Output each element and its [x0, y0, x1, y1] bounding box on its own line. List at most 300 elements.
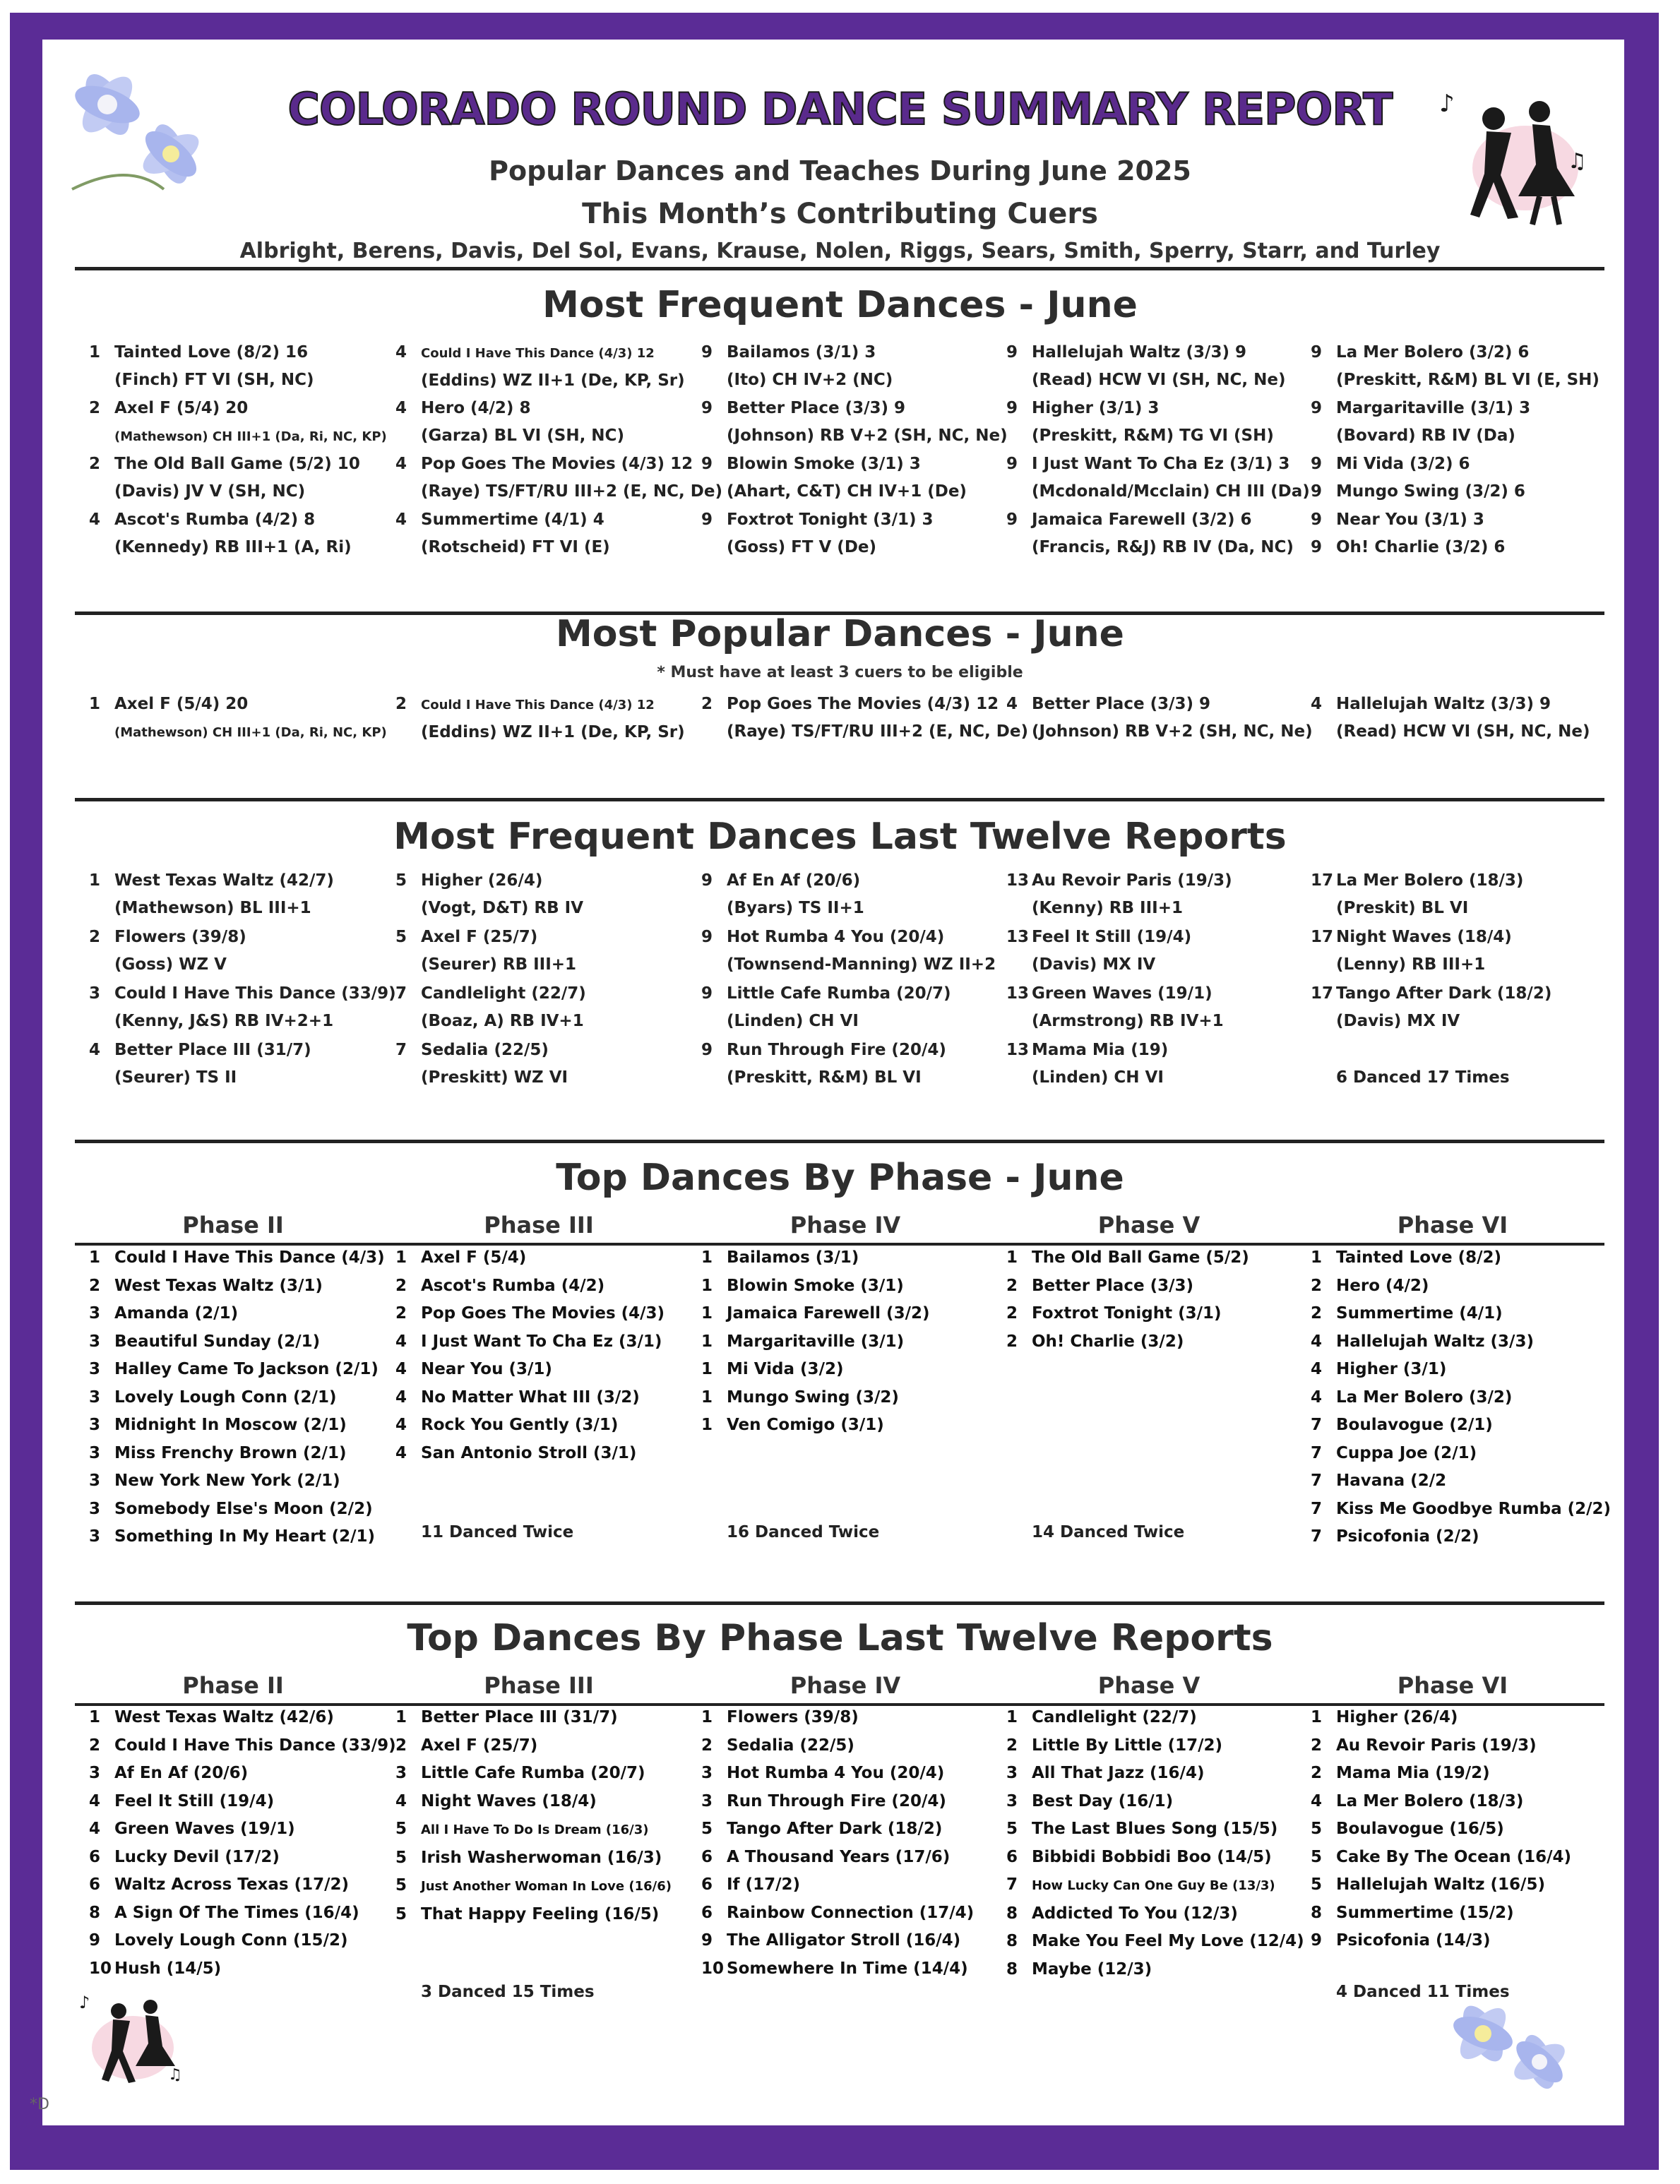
dance-name: Best Day (16/1): [1032, 1791, 1174, 1810]
dance-detail-text: (Preskit) BL VI: [1336, 899, 1469, 917]
rank: 3: [89, 1304, 101, 1323]
dance-name: Hush (14/5): [114, 1959, 222, 1978]
dance-line: [1311, 1037, 1510, 1064]
dance-entry: [395, 867, 583, 922]
dance-name: The Alligator Stroll (16/4): [727, 1931, 961, 1950]
dance-entry: [701, 924, 996, 979]
rank: 3: [701, 1791, 713, 1810]
phase-list: [89, 1704, 396, 1983]
dance-name: San Antonio Stroll (3/1): [421, 1443, 637, 1462]
dance-detail: [1311, 1064, 1510, 1092]
rank: 2: [89, 455, 101, 473]
dance-name: Could I Have This Dance (33/9): [114, 1736, 396, 1755]
dance-detail: [89, 951, 246, 979]
rank: 1: [89, 695, 101, 713]
header-divider: [75, 267, 1604, 270]
rank: 6: [1006, 1847, 1018, 1866]
dance-detail-text: (Kennedy) RB III+1 (A, Ri): [114, 538, 352, 556]
phase-row: [1311, 1272, 1611, 1301]
dance-name: Higher (26/4): [421, 871, 543, 890]
dance-detail: [1311, 895, 1523, 922]
dance-entry: [395, 1037, 568, 1092]
rank: 2: [1311, 1764, 1323, 1782]
dance-line: [1311, 450, 1525, 478]
phase-footnote: 16 Danced Twice: [727, 1523, 880, 1541]
dance-line: [395, 506, 610, 534]
dance-name: Bailamos (3/1): [727, 1248, 859, 1267]
phase-row: [701, 1732, 974, 1760]
phase-row: [1006, 1900, 1304, 1928]
phase-row: [701, 1244, 930, 1272]
rank: 9: [701, 871, 713, 890]
rank: 2: [701, 695, 713, 713]
dance-name: Axel F (25/7): [421, 928, 538, 946]
phase-row: [701, 1384, 930, 1412]
dance-name: Irish Washerwoman (16/3): [421, 1848, 662, 1867]
rank: 2: [1006, 1736, 1018, 1755]
dance-detail: [701, 422, 1008, 450]
rank: 3: [1006, 1791, 1018, 1810]
rank: 9: [1006, 455, 1018, 473]
rank: 4: [89, 1791, 101, 1810]
dance-entry: [701, 506, 934, 561]
dance-line: [395, 450, 722, 478]
section-title-phase-june: Top Dances By Phase - June: [556, 1157, 1124, 1199]
dance-detail-text: (Raye) TS/FT/RU III+2 (E, NC, De): [421, 482, 722, 501]
rank: 5: [1311, 1820, 1323, 1838]
dance-entry: [89, 339, 314, 394]
dance-name: Mungo Swing (3/2) 6: [1336, 482, 1525, 501]
dance-name: Feel It Still (19/4): [1032, 928, 1192, 946]
dance-name: Oh! Charlie (3/2) 6: [1336, 538, 1506, 556]
phase-footnote: 11 Danced Twice: [421, 1523, 574, 1541]
rank: 6: [701, 1875, 713, 1894]
dance-line: [395, 1037, 568, 1064]
phase-list: [701, 1244, 930, 1440]
phase-row: [1006, 1300, 1249, 1328]
dance-name: Tainted Love (8/2) 16: [114, 343, 309, 362]
phase-row: [89, 1272, 385, 1301]
dance-detail-text: (Bovard) RB IV (Da): [1336, 426, 1515, 445]
dance-detail-text: (Finch) FT VI (SH, NC): [114, 371, 314, 389]
dance-detail-text: (Seurer) RB III+1: [421, 955, 577, 974]
phase-row: [1311, 1844, 1571, 1872]
dance-name: Hallelujah Waltz (16/5): [1336, 1875, 1545, 1894]
dance-name: Summertime (15/2): [1336, 1903, 1514, 1922]
dance-detail: [89, 534, 352, 561]
dance-name: Midnight In Moscow (2/1): [114, 1416, 347, 1434]
phase-row: [395, 1788, 672, 1816]
dance-detail: [395, 422, 624, 450]
phase-row: [395, 1815, 672, 1844]
dance-name: Bibbidi Bobbidi Boo (14/5): [1032, 1847, 1272, 1866]
rank: 1: [701, 1360, 713, 1378]
dance-name: Mi Vida (3/2) 6: [1336, 455, 1470, 473]
eligibility-note: * Must have at least 3 cuers to be eligible: [657, 664, 1023, 681]
dance-name: All I Have To Do Is Dream (16/3): [421, 1822, 649, 1837]
dance-detail-text: (Read) HCW VI (SH, NC, Ne): [1032, 371, 1286, 389]
dance-entry: [89, 980, 396, 1035]
rank: 4: [395, 1388, 407, 1407]
phase-row: [1311, 1356, 1611, 1384]
dance-name: Ascot's Rumba (4/2): [421, 1276, 605, 1295]
rank: 4: [395, 343, 407, 362]
rank: 3: [395, 1764, 407, 1782]
rank: 17: [1311, 928, 1334, 946]
rank: 4: [395, 399, 407, 417]
dance-detail-text: (Davis) JV V (SH, NC): [114, 482, 306, 501]
dance-line: [89, 450, 360, 478]
dance-name: Could I Have This Dance (4/3): [114, 1248, 385, 1267]
dance-line: [89, 506, 352, 534]
dance-name: All That Jazz (16/4): [1032, 1764, 1205, 1782]
phase-row: [1311, 1328, 1611, 1356]
rank: 4: [395, 1360, 407, 1378]
dance-name: Miss Frenchy Brown (2/1): [114, 1443, 347, 1462]
dance-line: [1006, 924, 1191, 951]
dance-detail-text: (Linden) CH VI: [1032, 1068, 1164, 1087]
rank: 8: [1006, 1959, 1018, 1979]
rank: 9: [1311, 482, 1323, 501]
rank: 5: [395, 1848, 407, 1867]
dance-detail: [701, 951, 996, 979]
dance-name: Mungo Swing (3/2): [727, 1388, 899, 1407]
dance-line: [89, 867, 334, 895]
svg-text:♫: ♫: [168, 2066, 182, 2084]
rank: 2: [89, 1736, 101, 1755]
rank: 4: [1006, 695, 1018, 713]
dance-line: [701, 691, 1028, 718]
dance-name: Au Revoir Paris (19/3): [1032, 871, 1232, 890]
dance-name: Lovely Lough Conn (15/2): [114, 1931, 348, 1950]
rank: 10: [701, 1959, 725, 1978]
dance-detail-text: (Townsend-Manning) WZ II+2: [727, 955, 996, 974]
phase-row: [89, 1496, 385, 1524]
dance-name: A Thousand Years (17/6): [727, 1847, 951, 1866]
section-title-popular-june: Most Popular Dances - June: [556, 613, 1124, 655]
dance-line: [701, 924, 996, 951]
rank: 4: [395, 455, 407, 473]
rank: 9: [1311, 399, 1323, 417]
rank: 2: [1311, 1304, 1323, 1323]
phase-row: [1006, 1244, 1249, 1272]
svg-text:♪: ♪: [1439, 90, 1455, 118]
dance-name: Axel F (5/4) 20: [114, 399, 249, 417]
dance-name: Better Place III (31/7): [114, 1041, 311, 1059]
dance-name: Better Place III (31/7): [421, 1708, 618, 1726]
section-divider: [75, 1601, 1604, 1605]
rank: 3: [89, 1527, 101, 1546]
dance-entry: [89, 867, 334, 922]
dance-line: [1311, 924, 1512, 951]
dance-detail: [1006, 951, 1191, 979]
phase-row: [89, 1467, 385, 1496]
dance-detail-text: (Boaz, A) RB IV+1: [421, 1012, 584, 1030]
dance-name: Candlelight (22/7): [1032, 1708, 1197, 1726]
popular-entry: [1311, 691, 1590, 746]
dance-line: [701, 980, 951, 1008]
rank: 9: [701, 1931, 713, 1950]
dance-line: [1006, 980, 1224, 1008]
rank: 5: [395, 871, 407, 890]
rank: 9: [701, 455, 713, 473]
dance-name: Little Cafe Rumba (20/7): [421, 1764, 645, 1782]
rank: 1: [701, 1708, 713, 1726]
rank: 1: [395, 1708, 407, 1726]
dance-name: Ascot's Rumba (4/2) 8: [114, 511, 316, 529]
rank: 13: [1006, 984, 1030, 1003]
dance-line: [1006, 691, 1313, 718]
dance-name: Hallelujah Waltz (3/3) 9: [1336, 695, 1551, 713]
dance-detail-text: (Johnson) RB V+2 (SH, NC, Ne): [727, 426, 1008, 445]
dance-line: [1311, 506, 1505, 534]
dance-detail-text: (Armstrong) RB IV+1: [1032, 1012, 1224, 1030]
dance-detail-text: (Mathewson) BL III+1: [114, 899, 311, 917]
section-title-phase-twelve: Top Dances By Phase Last Twelve Reports: [407, 1617, 1273, 1659]
rank: 1: [1006, 1248, 1018, 1267]
dance-entry: [1006, 450, 1310, 506]
dance-detail: [89, 422, 387, 450]
dance-name: West Texas Waltz (3/1): [114, 1276, 323, 1295]
dance-name: Ven Comigo (3/1): [727, 1416, 884, 1434]
phase-row: [1311, 1496, 1611, 1524]
phase-heading: Phase IV: [790, 1212, 901, 1239]
dance-line: [701, 1037, 946, 1064]
dance-name: Kiss Me Goodbye Rumba (2/2): [1336, 1499, 1612, 1518]
dance-name: Something In My Heart (2/1): [114, 1527, 375, 1546]
dance-name: Higher (3/1) 3: [1032, 399, 1160, 417]
rank: 5: [701, 1820, 713, 1838]
phase-row: [701, 1955, 974, 1983]
dance-name: Bailamos (3/1) 3: [727, 343, 876, 362]
rank: 8: [1311, 1903, 1323, 1922]
phase-row: [701, 1927, 974, 1955]
dance-detail-text: (Seurer) TS II: [114, 1068, 237, 1087]
dance-name: Hero (4/2) 8: [421, 399, 531, 417]
dance-name: Night Waves (18/4): [421, 1791, 597, 1810]
dance-name: Blowin Smoke (3/1) 3: [727, 455, 921, 473]
dance-line: [395, 980, 586, 1008]
dance-detail: [1006, 1008, 1224, 1035]
dance-line: [89, 395, 387, 422]
phase-row: [89, 1899, 396, 1928]
dance-name: West Texas Waltz (42/7): [114, 871, 334, 890]
dance-line: [1006, 395, 1274, 422]
rank: 3: [89, 1388, 101, 1407]
phase-row: [1311, 1440, 1611, 1468]
dance-entry: [701, 395, 1008, 450]
rank: 2: [89, 928, 101, 946]
dance-name: Margaritaville (3/1) 3: [1336, 399, 1531, 417]
dance-entry: [1006, 506, 1294, 561]
phase-row: [89, 1871, 396, 1899]
section-divider: [75, 1140, 1604, 1143]
dance-line: [1006, 450, 1310, 478]
phase-row: [89, 1815, 396, 1844]
dance-detail: [701, 718, 1028, 746]
rank: 9: [701, 343, 713, 362]
dance-name: Mama Mia (19): [1032, 1041, 1169, 1059]
phase-row: [1006, 1272, 1249, 1301]
rank: 5: [1311, 1875, 1323, 1894]
dance-name: Sedalia (22/5): [727, 1736, 854, 1755]
dance-name: Near You (3/1) 3: [1336, 511, 1484, 529]
dance-line: [1311, 395, 1530, 422]
dance-name: Candlelight (22/7): [421, 984, 586, 1003]
dance-name: The Last Blues Song (15/5): [1032, 1820, 1278, 1838]
dance-detail: [1006, 366, 1286, 394]
dance-detail: [89, 1064, 311, 1092]
dance-detail-text: (Davis) MX IV: [1032, 955, 1156, 974]
rank: 7: [1311, 1443, 1323, 1462]
phase-row: [1006, 1760, 1304, 1788]
phase-row: [395, 1440, 665, 1468]
rank: 1: [1006, 1708, 1018, 1726]
dance-name: Hot Rumba 4 You (20/4): [727, 1764, 945, 1782]
dance-entry: [395, 450, 722, 506]
dance-detail-text: (Linden) CH VI: [727, 1012, 859, 1030]
dance-name: Psicofonia (2/2): [1336, 1527, 1479, 1546]
dance-detail-text: (Davis) MX IV: [1336, 1012, 1460, 1030]
rank: 9: [1311, 511, 1323, 529]
rank: 4: [395, 1791, 407, 1810]
rank: 9: [1006, 511, 1018, 529]
phase-row: [701, 1328, 930, 1356]
dance-name: Run Through Fire (20/4): [727, 1041, 946, 1059]
dance-name: Cake By The Ocean (16/4): [1336, 1847, 1572, 1866]
dance-name: Just Another Woman In Love (16/6): [421, 1879, 672, 1894]
dance-detail: [1006, 895, 1232, 922]
dance-detail: [1006, 478, 1310, 506]
phase-row: [1311, 1384, 1611, 1412]
phase-row: [1311, 1871, 1571, 1899]
phase-header-rule: [75, 1703, 1604, 1706]
rank: 2: [89, 399, 101, 417]
dance-detail: [1311, 366, 1599, 394]
dance-line: [701, 450, 967, 478]
dance-entry: [1006, 867, 1232, 922]
rank: 9: [701, 399, 713, 417]
dance-detail: [89, 478, 360, 506]
dance-line: [701, 395, 1008, 422]
popular-entry: [701, 691, 1028, 746]
dance-detail: [89, 718, 387, 746]
dance-name: Tainted Love (8/2): [1336, 1248, 1502, 1267]
phase-row: [89, 1844, 396, 1872]
dance-name: Night Waves (18/4): [1336, 928, 1512, 946]
phase-row: [395, 1272, 665, 1301]
phase-row: [1311, 1760, 1571, 1788]
dance-name: If (17/2): [727, 1875, 801, 1894]
phase-row: [1006, 1328, 1249, 1356]
dance-detail-text: (Byars) TS II+1: [727, 899, 864, 917]
rank: 1: [701, 1304, 713, 1323]
phase-footnote: 4 Danced 11 Times: [1336, 1983, 1510, 2001]
rank: 1: [1311, 1708, 1323, 1726]
dance-detail: [1311, 951, 1512, 979]
rank: 3: [89, 1499, 101, 1518]
phase-row: [701, 1844, 974, 1872]
phase-list: [1006, 1244, 1249, 1356]
dance-detail: [395, 895, 583, 922]
dance-detail-text: (Goss) FT V (De): [727, 538, 877, 556]
phase-row: [395, 1328, 665, 1356]
dance-name: Pop Goes The Movies (4/3): [421, 1304, 665, 1323]
dance-name: Rock You Gently (3/1): [421, 1416, 619, 1434]
dance-entry: [1006, 339, 1286, 394]
dance-name: Summertime (4/1): [1336, 1304, 1503, 1323]
report-subtitle: Popular Dances and Teaches During June 2025: [489, 155, 1191, 186]
dance-detail: [1311, 718, 1590, 746]
dance-detail-text: (Preskitt, R&M) BL VI: [727, 1068, 922, 1087]
rank: 5: [1311, 1847, 1323, 1866]
dance-name: Green Waves (19/1): [1032, 984, 1213, 1003]
dance-detail-text: (Eddins) WZ II+1 (De, KP, Sr): [421, 723, 685, 741]
phase-heading: Phase VI: [1397, 1672, 1508, 1699]
dance-entry: [89, 924, 246, 979]
dance-detail-text: 6 Danced 17 Times: [1336, 1068, 1510, 1087]
phase-row: [701, 1899, 974, 1928]
rank: 5: [395, 1820, 407, 1838]
phase-row: [701, 1871, 974, 1899]
dance-name: Lovely Lough Conn (2/1): [114, 1388, 337, 1407]
dance-name: La Mer Bolero (3/2) 6: [1336, 343, 1530, 362]
dance-entry: [1006, 924, 1191, 979]
dance-entry: [1311, 506, 1505, 561]
dance-entry: [1006, 1037, 1168, 1092]
dance-entry: [1006, 395, 1274, 450]
report-title: COLORADO ROUND DANCE SUMMARY REPORT: [287, 83, 1393, 135]
rank: 1: [701, 1416, 713, 1434]
rank: 5: [395, 928, 407, 946]
rank: 4: [395, 1416, 407, 1434]
rank: 4: [395, 511, 407, 529]
dance-line: [1006, 339, 1286, 366]
rank: 4: [1311, 1360, 1323, 1378]
dance-name: Axel F (5/4): [421, 1248, 527, 1267]
dance-name: Axel F (25/7): [421, 1736, 538, 1755]
dance-name: Little By Little (17/2): [1032, 1736, 1223, 1755]
dance-detail-text: (Mathewson) CH III+1 (Da, Ri, NC, KP): [114, 429, 387, 444]
rank: 1: [701, 1276, 713, 1295]
dance-name: Boulavogue (16/5): [1336, 1820, 1504, 1838]
svg-text:♫: ♫: [1568, 149, 1587, 174]
dance-entry: [395, 924, 576, 979]
dance-entry: [1311, 450, 1525, 506]
popular-entry: [1006, 691, 1313, 746]
dance-line: [395, 339, 685, 367]
dance-name: Psicofonia (14/3): [1336, 1931, 1491, 1950]
rank: 4: [1311, 1332, 1323, 1351]
dance-detail-text: (Mcdonald/Mcclain) CH III (Da): [1032, 482, 1310, 501]
phase-row: [395, 1872, 672, 1901]
phase-row: [1006, 1928, 1304, 1956]
phase-row: [89, 1760, 396, 1788]
dance-name: Lucky Devil (17/2): [114, 1847, 280, 1866]
dance-detail: [1311, 534, 1505, 561]
dance-line: [89, 339, 314, 366]
rank: 1: [1311, 1248, 1323, 1267]
dance-detail-text: (Eddins) WZ II+1 (De, KP, Sr): [421, 371, 685, 390]
dance-detail-text: (Mathewson) CH III+1 (Da, Ri, NC, KP): [114, 725, 387, 740]
dance-name: Rainbow Connection (17/4): [727, 1903, 975, 1922]
dance-name: Mama Mia (19/2): [1336, 1764, 1490, 1782]
dance-name: Better Place (3/3) 9: [727, 399, 906, 417]
dance-name: Pop Goes The Movies (4/3) 12: [421, 455, 693, 473]
rank: 2: [395, 1276, 407, 1295]
dance-line: [89, 1037, 311, 1064]
dance-detail: [701, 366, 893, 394]
